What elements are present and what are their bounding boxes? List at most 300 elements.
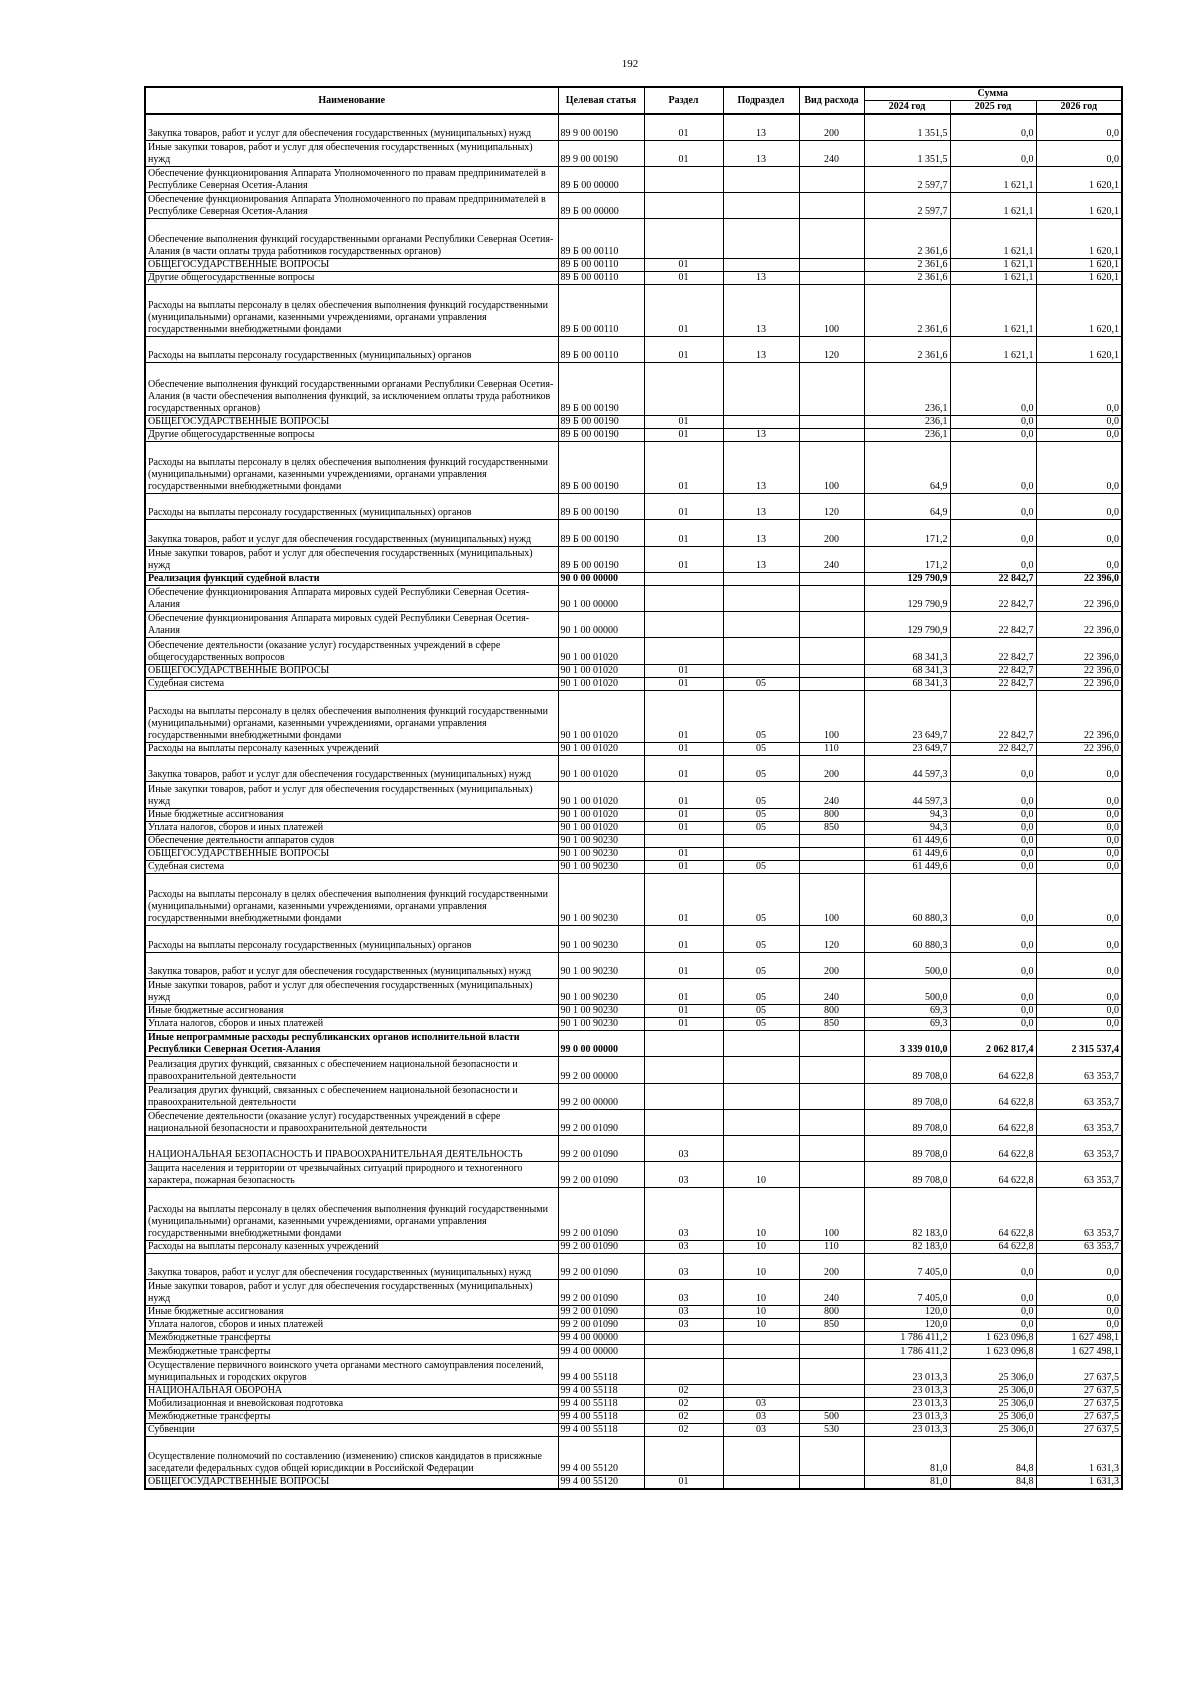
row-sum-2024-cell: 1 351,5	[864, 140, 950, 166]
row-name-cell: ОБЩЕГОСУДАРСТВЕННЫЕ ВОПРОСЫ	[145, 847, 558, 860]
row-name-cell: Уплата налогов, сборов и иных платежей	[145, 1018, 558, 1031]
row-expense-type-cell	[799, 1476, 864, 1490]
row-sum-2026-cell: 0,0	[1036, 1253, 1122, 1279]
row-sum-2024-cell: 7 405,0	[864, 1279, 950, 1305]
row-sum-2024-cell: 2 361,6	[864, 337, 950, 363]
row-code-cell: 90 1 00 01020	[558, 743, 644, 756]
row-code-cell: 99 4 00 00000	[558, 1345, 644, 1358]
row-sum-2026-cell: 1 631,3	[1036, 1437, 1122, 1476]
row-code-cell: 99 4 00 55118	[558, 1358, 644, 1384]
row-sum-2026-cell: 27 637,5	[1036, 1358, 1122, 1384]
row-subsection-cell	[723, 1083, 799, 1109]
row-sum-2024-cell: 23 649,7	[864, 690, 950, 742]
row-name-cell: Обеспечение деятельности аппаратов судов	[145, 834, 558, 847]
row-name-cell: Иные закупки товаров, работ и услуг для обеспечения государственных (муниципальных) нужд	[145, 546, 558, 572]
row-subsection-cell: 05	[723, 756, 799, 782]
row-sum-2026-cell: 22 396,0	[1036, 664, 1122, 677]
row-code-cell: 90 1 00 00000	[558, 585, 644, 611]
row-name-cell: Закупка товаров, работ и услуг для обеспечения государственных (муниципальных) нужд	[145, 952, 558, 978]
row-sum-2024-cell: 94,3	[864, 808, 950, 821]
row-code-cell: 90 1 00 01020	[558, 690, 644, 742]
row-sum-2025-cell: 0,0	[950, 114, 1036, 140]
row-sum-2024-cell: 61 449,6	[864, 834, 950, 847]
row-sum-2024-cell: 129 790,9	[864, 585, 950, 611]
row-section-cell	[644, 166, 723, 192]
row-section-cell	[644, 193, 723, 219]
row-sum-2024-cell: 89 708,0	[864, 1083, 950, 1109]
row-expense-type-cell: 200	[799, 1253, 864, 1279]
row-name-cell: Обеспечение деятельности (оказание услуг) государственных учреждений в сфере общегосударственных вопросов	[145, 638, 558, 664]
row-code-cell: 90 1 00 90230	[558, 1004, 644, 1017]
row-name-cell: Обеспечение выполнения функций государственными органами Республики Северная Осетия-Алания (в части оплаты труда работников государственных органов)	[145, 219, 558, 258]
table-row	[145, 1057, 1122, 1083]
table-row	[145, 1358, 1122, 1384]
row-section-cell: 01	[644, 1476, 723, 1490]
row-expense-type-cell	[799, 847, 864, 860]
row-sum-2026-cell: 0,0	[1036, 834, 1122, 847]
row-expense-type-cell: 800	[799, 808, 864, 821]
row-name-cell: Расходы на выплаты персоналу государственных (муниципальных) органов	[145, 926, 558, 952]
row-expense-type-cell: 100	[799, 284, 864, 336]
row-sum-2024-cell: 7 405,0	[864, 1253, 950, 1279]
row-sum-2024-cell: 23 649,7	[864, 743, 950, 756]
row-expense-type-cell: 800	[799, 1306, 864, 1319]
row-name-cell: Иные закупки товаров, работ и услуг для обеспечения государственных (муниципальных) нужд	[145, 978, 558, 1004]
row-subsection-cell: 05	[723, 782, 799, 808]
row-sum-2026-cell: 22 396,0	[1036, 677, 1122, 690]
row-sum-2025-cell: 25 306,0	[950, 1384, 1036, 1397]
row-expense-type-cell	[799, 834, 864, 847]
row-section-cell: 03	[644, 1240, 723, 1253]
row-sum-2024-cell: 68 341,3	[864, 638, 950, 664]
row-expense-type-cell: 800	[799, 1004, 864, 1017]
row-expense-type-cell: 200	[799, 114, 864, 140]
row-section-cell: 01	[644, 677, 723, 690]
row-sum-2025-cell: 64 622,8	[950, 1188, 1036, 1240]
table-row	[145, 821, 1122, 834]
row-code-cell: 89 Б 00 00110	[558, 271, 644, 284]
row-code-cell: 90 1 00 90230	[558, 926, 644, 952]
row-sum-2024-cell: 81,0	[864, 1476, 950, 1490]
row-sum-2026-cell: 22 396,0	[1036, 572, 1122, 585]
row-sum-2025-cell: 22 842,7	[950, 677, 1036, 690]
table-row	[145, 743, 1122, 756]
row-code-cell: 89 Б 00 00190	[558, 494, 644, 520]
row-section-cell: 01	[644, 441, 723, 493]
row-section-cell: 03	[644, 1306, 723, 1319]
row-name-cell: Обеспечение функционирования Аппарата мировых судей Республики Северная Осетия-Алания	[145, 585, 558, 611]
row-code-cell: 99 2 00 01090	[558, 1240, 644, 1253]
row-sum-2025-cell: 64 622,8	[950, 1057, 1036, 1083]
row-code-cell: 89 Б 00 00190	[558, 546, 644, 572]
row-section-cell: 03	[644, 1279, 723, 1305]
row-section-cell: 03	[644, 1319, 723, 1332]
row-name-cell: Уплата налогов, сборов и иных платежей	[145, 821, 558, 834]
row-subsection-cell: 10	[723, 1240, 799, 1253]
row-sum-2025-cell: 64 622,8	[950, 1162, 1036, 1188]
row-subsection-cell: 05	[723, 978, 799, 1004]
table-row	[145, 1279, 1122, 1305]
row-sum-2025-cell: 0,0	[950, 520, 1036, 546]
row-code-cell: 99 2 00 01090	[558, 1319, 644, 1332]
row-sum-2026-cell: 0,0	[1036, 114, 1122, 140]
row-sum-2024-cell: 129 790,9	[864, 572, 950, 585]
table-row	[145, 441, 1122, 493]
table-row	[145, 926, 1122, 952]
row-sum-2025-cell: 25 306,0	[950, 1397, 1036, 1410]
table-row	[145, 494, 1122, 520]
row-sum-2024-cell: 89 708,0	[864, 1057, 950, 1083]
row-subsection-cell	[723, 847, 799, 860]
row-sum-2026-cell: 2 315 537,4	[1036, 1031, 1122, 1057]
row-name-cell: Судебная система	[145, 677, 558, 690]
row-subsection-cell	[723, 1332, 799, 1345]
row-name-cell: Расходы на выплаты персоналу государственных (муниципальных) органов	[145, 337, 558, 363]
row-expense-type-cell: 240	[799, 782, 864, 808]
table-row	[145, 664, 1122, 677]
row-subsection-cell: 05	[723, 952, 799, 978]
page-number: 192	[621, 58, 639, 70]
row-code-cell: 89 Б 00 00190	[558, 520, 644, 546]
row-expense-type-cell	[799, 271, 864, 284]
row-subsection-cell: 03	[723, 1423, 799, 1436]
row-subsection-cell: 13	[723, 546, 799, 572]
row-name-cell: ОБЩЕГОСУДАРСТВЕННЫЕ ВОПРОСЫ	[145, 415, 558, 428]
row-expense-type-cell: 120	[799, 337, 864, 363]
table-row	[145, 572, 1122, 585]
row-subsection-cell: 10	[723, 1253, 799, 1279]
row-sum-2026-cell: 0,0	[1036, 1319, 1122, 1332]
row-code-cell: 90 1 00 90230	[558, 847, 644, 860]
row-subsection-cell: 13	[723, 494, 799, 520]
table-row	[145, 690, 1122, 742]
row-expense-type-cell	[799, 1135, 864, 1161]
header-subsection: Подраздел	[723, 87, 799, 114]
row-subsection-cell	[723, 1109, 799, 1135]
table-row	[145, 428, 1122, 441]
row-subsection-cell: 05	[723, 808, 799, 821]
row-code-cell: 90 1 00 90230	[558, 860, 644, 873]
row-section-cell	[644, 638, 723, 664]
row-sum-2024-cell: 500,0	[864, 952, 950, 978]
row-name-cell: Расходы на выплаты персоналу в целях обеспечения выполнения функций государственными (муниципальными) органами, казенными учреждениями, органами управления государственными внебюджетными фондами	[145, 1188, 558, 1240]
row-subsection-cell: 13	[723, 114, 799, 140]
table-row	[145, 1135, 1122, 1161]
row-expense-type-cell	[799, 1083, 864, 1109]
row-sum-2025-cell: 1 621,1	[950, 219, 1036, 258]
table-row	[145, 677, 1122, 690]
row-sum-2024-cell: 82 183,0	[864, 1188, 950, 1240]
row-subsection-cell	[723, 193, 799, 219]
row-sum-2026-cell: 0,0	[1036, 847, 1122, 860]
row-name-cell: Расходы на выплаты персоналу казенных учреждений	[145, 743, 558, 756]
row-sum-2024-cell: 82 183,0	[864, 1240, 950, 1253]
row-code-cell: 89 Б 00 00110	[558, 337, 644, 363]
row-section-cell: 01	[644, 821, 723, 834]
row-sum-2026-cell: 1 620,1	[1036, 337, 1122, 363]
row-sum-2024-cell: 64,9	[864, 494, 950, 520]
row-sum-2024-cell: 2 361,6	[864, 271, 950, 284]
row-code-cell: 99 2 00 01090	[558, 1253, 644, 1279]
row-expense-type-cell: 240	[799, 546, 864, 572]
row-code-cell: 90 1 00 90230	[558, 834, 644, 847]
table-row	[145, 166, 1122, 192]
row-section-cell: 02	[644, 1423, 723, 1436]
row-name-cell: Мобилизационная и вневойсковая подготовка	[145, 1397, 558, 1410]
row-expense-type-cell: 240	[799, 140, 864, 166]
row-sum-2024-cell: 120,0	[864, 1319, 950, 1332]
table-header	[145, 87, 1122, 114]
table-row	[145, 1384, 1122, 1397]
header-year-2025: 2025 год	[950, 101, 1036, 115]
row-section-cell	[644, 219, 723, 258]
row-code-cell: 90 1 00 01020	[558, 638, 644, 664]
row-sum-2026-cell: 1 620,1	[1036, 284, 1122, 336]
row-sum-2026-cell: 22 396,0	[1036, 743, 1122, 756]
row-name-cell: Обеспечение функционирования Аппарата Уполномоченного по правам предпринимателей в Республике Северная Осетия-Алания	[145, 166, 558, 192]
row-name-cell: Расходы на выплаты персоналу в целях обеспечения выполнения функций государственными (муниципальными) органами, казенными учреждениями, органами управления государственными внебюджетными фондами	[145, 690, 558, 742]
row-sum-2025-cell: 22 842,7	[950, 664, 1036, 677]
row-sum-2025-cell: 22 842,7	[950, 612, 1036, 638]
row-sum-2025-cell: 2 062 817,4	[950, 1031, 1036, 1057]
row-sum-2026-cell: 0,0	[1036, 860, 1122, 873]
table-row	[145, 1031, 1122, 1057]
table-row	[145, 1004, 1122, 1017]
table-row	[145, 1018, 1122, 1031]
row-subsection-cell: 13	[723, 140, 799, 166]
row-sum-2025-cell: 84,8	[950, 1476, 1036, 1490]
row-sum-2025-cell: 22 842,7	[950, 585, 1036, 611]
row-sum-2024-cell: 89 708,0	[864, 1109, 950, 1135]
row-sum-2025-cell: 0,0	[950, 1306, 1036, 1319]
row-sum-2024-cell: 236,1	[864, 363, 950, 415]
row-code-cell: 89 Б 00 00190	[558, 415, 644, 428]
row-expense-type-cell	[799, 612, 864, 638]
row-sum-2025-cell: 25 306,0	[950, 1358, 1036, 1384]
row-expense-type-cell: 100	[799, 690, 864, 742]
row-subsection-cell	[723, 664, 799, 677]
row-sum-2026-cell: 22 396,0	[1036, 690, 1122, 742]
table-row	[145, 284, 1122, 336]
row-name-cell: Судебная система	[145, 860, 558, 873]
row-sum-2024-cell: 23 013,3	[864, 1397, 950, 1410]
row-sum-2025-cell: 22 842,7	[950, 572, 1036, 585]
row-sum-2024-cell: 236,1	[864, 428, 950, 441]
header-name: Наименование	[145, 87, 558, 114]
row-sum-2025-cell: 1 623 096,8	[950, 1345, 1036, 1358]
row-sum-2026-cell: 27 637,5	[1036, 1423, 1122, 1436]
row-subsection-cell	[723, 638, 799, 664]
row-code-cell: 89 Б 00 00190	[558, 441, 644, 493]
row-sum-2026-cell: 0,0	[1036, 1018, 1122, 1031]
row-code-cell: 99 2 00 01090	[558, 1279, 644, 1305]
row-subsection-cell: 13	[723, 337, 799, 363]
row-expense-type-cell	[799, 219, 864, 258]
table-body	[145, 114, 1122, 1489]
row-sum-2024-cell: 129 790,9	[864, 612, 950, 638]
row-sum-2025-cell: 0,0	[950, 860, 1036, 873]
row-section-cell: 01	[644, 1018, 723, 1031]
table-row	[145, 782, 1122, 808]
row-sum-2024-cell: 69,3	[864, 1018, 950, 1031]
row-sum-2025-cell: 0,0	[950, 494, 1036, 520]
row-sum-2024-cell: 44 597,3	[864, 782, 950, 808]
row-subsection-cell	[723, 415, 799, 428]
row-sum-2024-cell: 68 341,3	[864, 677, 950, 690]
row-sum-2024-cell: 171,2	[864, 546, 950, 572]
row-sum-2025-cell: 25 306,0	[950, 1410, 1036, 1423]
row-subsection-cell	[723, 363, 799, 415]
row-sum-2026-cell: 63 353,7	[1036, 1162, 1122, 1188]
row-name-cell: Иные непрограммные расходы республиканских органов исполнительной власти Республики Северная Осетия-Алания	[145, 1031, 558, 1057]
row-sum-2025-cell: 0,0	[950, 756, 1036, 782]
row-subsection-cell: 05	[723, 743, 799, 756]
row-name-cell: Защита населения и территории от чрезвычайных ситуаций природного и техногенного характера, пожарная безопасность	[145, 1162, 558, 1188]
row-sum-2024-cell: 236,1	[864, 415, 950, 428]
row-sum-2024-cell: 23 013,3	[864, 1358, 950, 1384]
row-section-cell: 02	[644, 1410, 723, 1423]
row-name-cell: Расходы на выплаты персоналу в целях обеспечения выполнения функций государственными (муниципальными) органами, казенными учреждениями, органами управления государственными внебюджетными фондами	[145, 441, 558, 493]
row-name-cell: НАЦИОНАЛЬНАЯ БЕЗОПАСНОСТЬ И ПРАВООХРАНИТЕЛЬНАЯ ДЕЯТЕЛЬНОСТЬ	[145, 1135, 558, 1161]
row-sum-2026-cell: 0,0	[1036, 415, 1122, 428]
row-name-cell: Обеспечение выполнения функций государственными органами Республики Северная Осетия-Алания (в части обеспечения выполнения функций, за исключением оплаты труда работников государственных органов)	[145, 363, 558, 415]
row-subsection-cell: 13	[723, 441, 799, 493]
row-name-cell: Расходы на выплаты персоналу казенных учреждений	[145, 1240, 558, 1253]
row-code-cell: 89 Б 00 00190	[558, 363, 644, 415]
table-row	[145, 808, 1122, 821]
row-sum-2025-cell: 0,0	[950, 821, 1036, 834]
table-row	[145, 520, 1122, 546]
row-sum-2026-cell: 1 631,3	[1036, 1476, 1122, 1490]
row-sum-2026-cell: 0,0	[1036, 441, 1122, 493]
row-section-cell: 01	[644, 743, 723, 756]
row-section-cell: 02	[644, 1397, 723, 1410]
row-subsection-cell	[723, 612, 799, 638]
row-name-cell: Другие общегосударственные вопросы	[145, 271, 558, 284]
row-section-cell: 03	[644, 1162, 723, 1188]
row-expense-type-cell	[799, 193, 864, 219]
row-code-cell: 89 Б 00 00190	[558, 428, 644, 441]
row-sum-2025-cell: 22 842,7	[950, 743, 1036, 756]
row-expense-type-cell	[799, 1397, 864, 1410]
row-code-cell: 90 1 00 01020	[558, 756, 644, 782]
row-subsection-cell: 10	[723, 1306, 799, 1319]
row-subsection-cell	[723, 1345, 799, 1358]
row-sum-2025-cell: 0,0	[950, 1018, 1036, 1031]
row-sum-2024-cell: 61 449,6	[864, 847, 950, 860]
row-code-cell: 99 2 00 00000	[558, 1057, 644, 1083]
row-name-cell: ОБЩЕГОСУДАРСТВЕННЫЕ ВОПРОСЫ	[145, 258, 558, 271]
row-code-cell: 90 1 00 90230	[558, 978, 644, 1004]
row-code-cell: 89 Б 00 00110	[558, 258, 644, 271]
row-subsection-cell	[723, 1031, 799, 1057]
table-row	[145, 271, 1122, 284]
row-expense-type-cell	[799, 860, 864, 873]
row-sum-2025-cell: 64 622,8	[950, 1083, 1036, 1109]
row-sum-2024-cell: 60 880,3	[864, 926, 950, 952]
row-subsection-cell	[723, 1135, 799, 1161]
row-code-cell: 90 0 00 00000	[558, 572, 644, 585]
row-subsection-cell	[723, 166, 799, 192]
row-sum-2026-cell: 0,0	[1036, 140, 1122, 166]
row-name-cell: НАЦИОНАЛЬНАЯ ОБОРОНА	[145, 1384, 558, 1397]
table-row	[145, 140, 1122, 166]
row-sum-2025-cell: 0,0	[950, 952, 1036, 978]
row-expense-type-cell: 200	[799, 952, 864, 978]
row-code-cell: 99 0 00 00000	[558, 1031, 644, 1057]
table-row	[145, 847, 1122, 860]
row-sum-2026-cell: 63 353,7	[1036, 1135, 1122, 1161]
row-sum-2024-cell: 3 339 010,0	[864, 1031, 950, 1057]
row-name-cell: Межбюджетные трансферты	[145, 1332, 558, 1345]
table-row	[145, 1423, 1122, 1436]
table-row	[145, 1162, 1122, 1188]
row-section-cell	[644, 585, 723, 611]
row-name-cell: Обеспечение функционирования Аппарата Уполномоченного по правам предпринимателей в Республике Северная Осетия-Алания	[145, 193, 558, 219]
table-row	[145, 1109, 1122, 1135]
row-subsection-cell	[723, 1358, 799, 1384]
row-sum-2025-cell: 64 622,8	[950, 1240, 1036, 1253]
row-code-cell: 90 1 00 01020	[558, 677, 644, 690]
table-row	[145, 1397, 1122, 1410]
row-name-cell: Другие общегосударственные вопросы	[145, 428, 558, 441]
row-name-cell: ОБЩЕГОСУДАРСТВЕННЫЕ ВОПРОСЫ	[145, 664, 558, 677]
row-section-cell: 01	[644, 258, 723, 271]
row-sum-2026-cell: 63 353,7	[1036, 1083, 1122, 1109]
row-sum-2026-cell: 0,0	[1036, 782, 1122, 808]
row-expense-type-cell	[799, 415, 864, 428]
row-section-cell: 01	[644, 337, 723, 363]
table-row	[145, 1437, 1122, 1476]
row-name-cell: Закупка товаров, работ и услуг для обеспечения государственных (муниципальных) нужд	[145, 756, 558, 782]
row-sum-2025-cell: 0,0	[950, 782, 1036, 808]
row-sum-2026-cell: 27 637,5	[1036, 1410, 1122, 1423]
row-sum-2025-cell: 64 622,8	[950, 1135, 1036, 1161]
row-subsection-cell	[723, 834, 799, 847]
row-expense-type-cell	[799, 664, 864, 677]
table-row	[145, 1306, 1122, 1319]
row-sum-2024-cell: 1 786 411,2	[864, 1332, 950, 1345]
row-sum-2025-cell: 22 842,7	[950, 638, 1036, 664]
row-name-cell: Межбюджетные трансферты	[145, 1410, 558, 1423]
row-name-cell: Уплата налогов, сборов и иных платежей	[145, 1319, 558, 1332]
row-code-cell: 99 2 00 01090	[558, 1162, 644, 1188]
row-section-cell	[644, 1437, 723, 1476]
row-section-cell: 01	[644, 284, 723, 336]
row-sum-2026-cell: 1 620,1	[1036, 166, 1122, 192]
row-sum-2026-cell: 1 620,1	[1036, 258, 1122, 271]
row-sum-2025-cell: 0,0	[950, 834, 1036, 847]
row-subsection-cell: 05	[723, 1004, 799, 1017]
row-sum-2025-cell: 0,0	[950, 363, 1036, 415]
row-subsection-cell	[723, 1057, 799, 1083]
row-section-cell	[644, 1083, 723, 1109]
row-expense-type-cell	[799, 1109, 864, 1135]
row-code-cell: 89 9 00 00190	[558, 114, 644, 140]
row-code-cell: 89 Б 00 00110	[558, 284, 644, 336]
row-subsection-cell: 10	[723, 1279, 799, 1305]
row-sum-2026-cell: 63 353,7	[1036, 1057, 1122, 1083]
table-row	[145, 585, 1122, 611]
row-expense-type-cell: 100	[799, 1188, 864, 1240]
row-section-cell: 01	[644, 114, 723, 140]
row-sum-2024-cell: 23 013,3	[864, 1423, 950, 1436]
row-sum-2024-cell: 69,3	[864, 1004, 950, 1017]
row-sum-2025-cell: 1 621,1	[950, 284, 1036, 336]
row-code-cell: 99 2 00 01090	[558, 1109, 644, 1135]
header-sum: Сумма	[864, 87, 1122, 101]
row-section-cell: 01	[644, 847, 723, 860]
